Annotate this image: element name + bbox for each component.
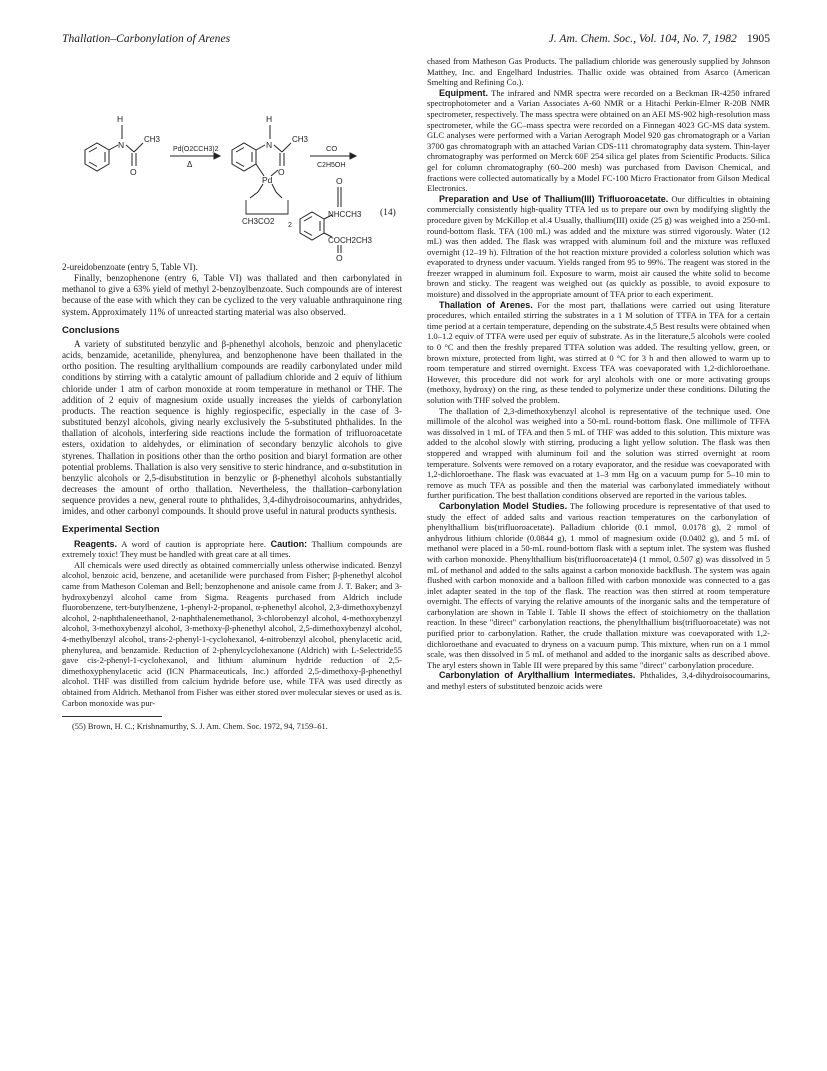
scheme-acetate-label: CH3CO2	[242, 217, 275, 226]
model-studies-runin: Carbonylation Model Studies.	[439, 500, 568, 511]
scheme-ch3-label-2: CH3	[292, 135, 309, 144]
continued-paragraph: chased from Matheson Gas Products. The palladium chloride was generously supplied by Johnson Matthey, Inc. and Engelhard Industries. Thallic oxide was obtained from Asarco (American Smelting and Refining Co.).	[427, 56, 770, 88]
arylthallium-paragraph	[427, 670, 770, 691]
reagents-paragraph	[62, 539, 402, 560]
footnote-rule	[62, 716, 162, 717]
equation-number: (14)	[380, 208, 396, 218]
journal-citation: J. Am. Chem. Soc., Vol. 104, No. 7, 1982	[548, 32, 737, 45]
equipment-paragraph	[427, 88, 770, 194]
running-head	[62, 32, 770, 48]
scheme-subscript-2: 2	[288, 222, 292, 229]
scheme-n-label-1: N	[118, 140, 125, 150]
caution-label: Caution:	[270, 538, 308, 549]
thallation-paragraph	[427, 300, 770, 406]
scheme-o-label-3: O	[336, 176, 343, 186]
thallation-example-paragraph: The thallation of 2,3-dimethoxybenzyl alcohol is representative of the technique used. One millimole of the alcohol was weighed into a 50-mL round-bottom flask. One millimole of TFFA was dissolved in 1 mL of TFA and then 5 mL of THF was added to this solution. This mixture was added to the alcohol slowly with stirring, producing a light yellow solution. The flask was then stoppered and wrapped with aluminum foil and the solution was stirred overnight at room temperature. Solvents were removed on a rotary evaporator, and the residue was coevaporated with 1,2-dichloroethane. The flask was evacuated at 1–3 mm Hg on a vacuum pump for 5–10 min to remove as much TFA as possible and then the material was carbonylated immediately without further purification. The best thallation conditions observed are reported in the various tables.	[427, 405, 770, 501]
chemicals-paragraph: All chemicals were used directly as obtained commercially unless otherwise indicated. Benzyl alcohol, benzoic acid, benzene, and acetanilide were purchased from Fisher; β-phenethyl alcohol came from Matheson Coleman and Bell; benzophenone and anisole came from J. T. Baker; and 3-hydroxybenzyl alcohol came from Sigma. Reagents purchased from Aldrich include fluorobenzene, tert-butylbenzene, 1-phenyl-2-propanol, α-phenethyl alcohol, 2,3-dimethoxybenzyl alcohol, 2-naphthaleneethanol, 2-naphthalenemethanol, 3-chlorobenzyl alcohol, 4-methoxybenzyl alcohol, 3-methoxybenzyl alcohol, 3-methoxy-β-phenethyl alcohol, 2,5-dimethoxybenzyl alcohol, 4-methylbenzyl alcohol, trans-2-phenyl-1-cyclohexanol, 4-nitrobenzyl alcohol, phenylacetic acid, phenylurea, and benzamide. Reduction of 2-phenylcyclohexanone (Aldrich) with L-Selectride55 gave cis-2-phenyl-1-cyclohexanol, and lithium aluminum hydride reduction of 2,5-dimethoxyphenylacetic acid (ICN Pharmaceuticals, Inc.) afforded 2,5-dimethoxy-β-phenethyl alcohol. THF was distilled from calcium hydride before use, while TFA was used directly as obtained from Aldrich. Methanol from Fisher was either stored over molecular sieves or used as is. Carbon monoxide was pur-	[62, 559, 402, 708]
conclusions-paragraph: A variety of substituted benzylic and β-phenethyl alcohols, benzoic and phenylacetic acids, benzamide, acetanilide, phenylurea, and benzophenone have been thallated in the ortho position. The resulting arylthallium compounds are readily carbonylated under mild conditions by stirring with a catalytic amount of palladium chloride and 2 equiv of lithium chloride under 1 atm of carbon monoxide at room temperature in methanol or THF. The addition of 2 equiv of magnesium oxide usually increases the yields of carbonylation products. The reaction sequence is highly regiospecific, especially in the case of 3-substituted benzyl alcohols, giving nearly exclusively the 5-substituted phthalides. In the thallation of alcohols, interfering side reactions include the formation of trifluoroacetate esters, oxidation to aldehydes, or elimination of secondary benzylic alcohols to give styrenes. Thallation in positions other than the ortho position and biaryl formation are other potential problems. Thallation is also very sensitive to steric hindrance, and α-substitution in benzylic alcohols or 2,5-disubstitution in benzylic or β-phenethyl alcohols substantially decreases the amount of ortho thallation. Nevertheless, the thallation–carbonylation sequence provides a new, general route to phthalides, 3,4-dihydroisocoumarins, anhydrides, imides, and other carbonyl compounds. It should prove useful in natural products synthesis.	[62, 338, 402, 517]
scheme-n-label-2: N	[266, 140, 273, 150]
scheme-reagent2-bottom: C2H5OH	[317, 162, 346, 169]
benzophenone-paragraph: Finally, benzophenone (entry 6, Table VI) was thallated and then carbonylated in methanol to give a 63% yield of methyl 2-benzoylbenzoate. Such compounds are of interest because of the ease with which they can be cyclized to the very valuable anthraquinone ring system. Approximately 11% of unreacted starting material was also observed.	[62, 273, 402, 317]
ttfa-prep-paragraph	[427, 194, 770, 300]
arylthallium-text: Phthalides, 3,4-dihydroisocoumarins, and methyl esters of substituted benzoic acids were	[427, 670, 771, 692]
experimental-heading: Experimental Section	[62, 524, 160, 536]
right-column	[427, 56, 770, 692]
scheme-reagent2-top: CO	[326, 144, 338, 153]
footnote-55: (55) Brown, H. C.; Krishnamurthy, S. J. Am. Chem. Soc. 1972, 94, 7159–61.	[72, 722, 328, 732]
equipment-text: The infrared and NMR spectra were recorded on a Beckman IR-4250 infrared spectrophotometer and a Varian Associates A-60 NMR or a Hitachi Perkin-Elmer R-20B NMR spectrometer, respectively. The mass spectra were obtained on an AEI MS-902 high-resolution mass spectrometer, while the GC–mass spectra were recorded on a Finnegan 4023 GC-MS data system. GLC analyses were performed with a Varian Aerograph Model 920 gas chromatograph or a Varian 3700 gas chromatograph with an attached Varian CDS-111 chromatography data system. Thin-layer chromatography was performed on Merck 60F 254 silica gel plates from Scientific Products. Silica gel for column chromatography (60–200 mesh) was purchased from Davison Chemical, and fractions were collected automatically by a Model FC-100 Micro Fractionator from Gilson Medical Electronics.	[427, 87, 770, 194]
scheme-h-label-1: H	[117, 114, 124, 124]
reaction-scheme	[62, 56, 402, 262]
equipment-runin: Equipment.	[439, 87, 488, 98]
reagents-text-2: Thallium compounds are extremely toxic! They must be handled with great care at all times.	[62, 538, 403, 560]
conclusions-heading: Conclusions	[62, 324, 120, 336]
running-head-journal	[549, 32, 770, 45]
scheme-o-label-2: O	[278, 167, 285, 177]
thallation-runin: Thallation of Arenes.	[439, 299, 533, 310]
scheme-o-label-4: O	[336, 253, 343, 262]
reagents-text-1: A word of caution is appropriate here.	[121, 538, 266, 549]
scheme-ch3-label-1: CH3	[144, 135, 161, 144]
intro-paragraph: 2-ureidobenzoate (entry 5, Table VI).	[62, 262, 198, 272]
scheme-o-label-1: O	[130, 167, 137, 177]
running-head-title: Thallation–Carbonylation of Arenes	[62, 32, 231, 45]
ttfa-prep-text: Our difficulties in obtaining commercially consistently high-quality TTFA led us to prepare our own by modifying slightly the procedure given by McKillop et al.4 Usually, thallium(III) oxide (25 g) was weighed into a 250-mL round-bottom flask. TFA (100 mL) was added and the mixture was stirred vigorously. Water (12 mL) was then added. The flask was wrapped with aluminum foil and the mixture was refluxed overnight (12–19 h). Filtration of the hot reaction mixture provided a colorless solution which was evaporated to dryness under vacuum. Yields ranged from 95 to 99%. The reagent was stored in the freezer wrapped in aluminum foil. Exposure to warm, moist air caused the white solid to become brown and sticky. The reagent was weighed out (as quickly as possible, to avoid exposure to moisture) and dissolved in the appropriate amount of TFA prior to each experiment.	[427, 193, 770, 300]
scheme-product-bottom: COCH2CH3	[328, 236, 373, 245]
reagents-runin: Reagents.	[74, 538, 118, 549]
arylthallium-runin: Carbonylation of Arylthallium Intermediates.	[439, 670, 636, 681]
reaction-scheme-drawing	[62, 56, 402, 262]
scheme-reagent1-bottom: Δ	[187, 160, 193, 169]
left-column	[62, 56, 402, 732]
scheme-reagent1-top: Pd(O2CCH3)2	[173, 146, 219, 153]
ttfa-prep-runin: Preparation and Use of Thallium(III) Trifluoroacetate.	[439, 193, 669, 204]
thallation-text: For the most part, thallations were carried out using literature procedures, which entailed stirring the substrates in a 1 M solution of TTFA in TFA for a certain time period at a certain temperature, depending on the substrate.4,5 Best results were obtained when 1.0–1.2 equiv of TTFA were used per equiv of substrate. As in the literature,5 alcohols were cooled to 0 °C and then the freshly prepared TTFA solution was added. The resulting yellow, green, or brown mixture, protected from light, was stirred at 0 °C for 3 h and then allowed to warm up to room temperature and stirred overnight. Excess TFA was coevaporated with 1,2-dichloroethane. However, this procedure did not work for aryl alcohols with one or more activating groups (methoxy, hydroxy) on the ring, as these tended to polymerize under these conditions. Diluting the solution with THF solved the problem.	[427, 299, 771, 405]
model-studies-paragraph	[427, 501, 770, 671]
scheme-product-top: NHCCH3	[328, 210, 362, 219]
model-studies-text: The following procedure is representative of that used to study the effect of added salts and various reaction temperatures on the carbonylation of phenylthallium bis(trifluoroacetate). Palladium chloride (0.1 mmol, 0.0178 g), 2 mmol of anhydrous lithium chloride (0.0844 g), 1 mmol of magnesium oxide (0.0402 g), and 5 mL of methanol were placed in a 50-mL round-bottom flask with a septum inlet. The system was flushed with carbon monoxide. Phenylthallium bis(trifluoroacetate)4 (1 mmol, 0.507 g) was dissolved in 5 mL of methanol and added to the salts against a carbon monoxide backflush. The system was again flushed with carbon monoxide and a balloon filled with carbon monoxide was connected to a gas inlet adapter seated in the top of the flask. The reaction was then stirred at room temperature overnight. The effects of varying the relative amounts of the inorganic salts and the temperature of carbonylation are shown in Table I. Table II shows the effect of stoichiometry on the thallation reaction. In these "direct" carbonylation reactions, the phenylthallium bis(trifluoroacetate) was not purified prior to carbonylation. Rather, the crude thallation mixture was coevaporated with 1,2-dichloroethane and evacuated to dryness on a vacuum pump. This mixture, when run on a 1 mmol scale, was then dissolved in 5 mL of methanol and added to the inorganic salts as described above. The aryl esters shown in Table III were prepared by this same "direct" carbonylation procedure.	[427, 500, 771, 670]
page-number: 1905	[746, 32, 770, 45]
scheme-pd-label: Pd	[262, 175, 273, 185]
scheme-h-label-2: H	[266, 114, 273, 124]
